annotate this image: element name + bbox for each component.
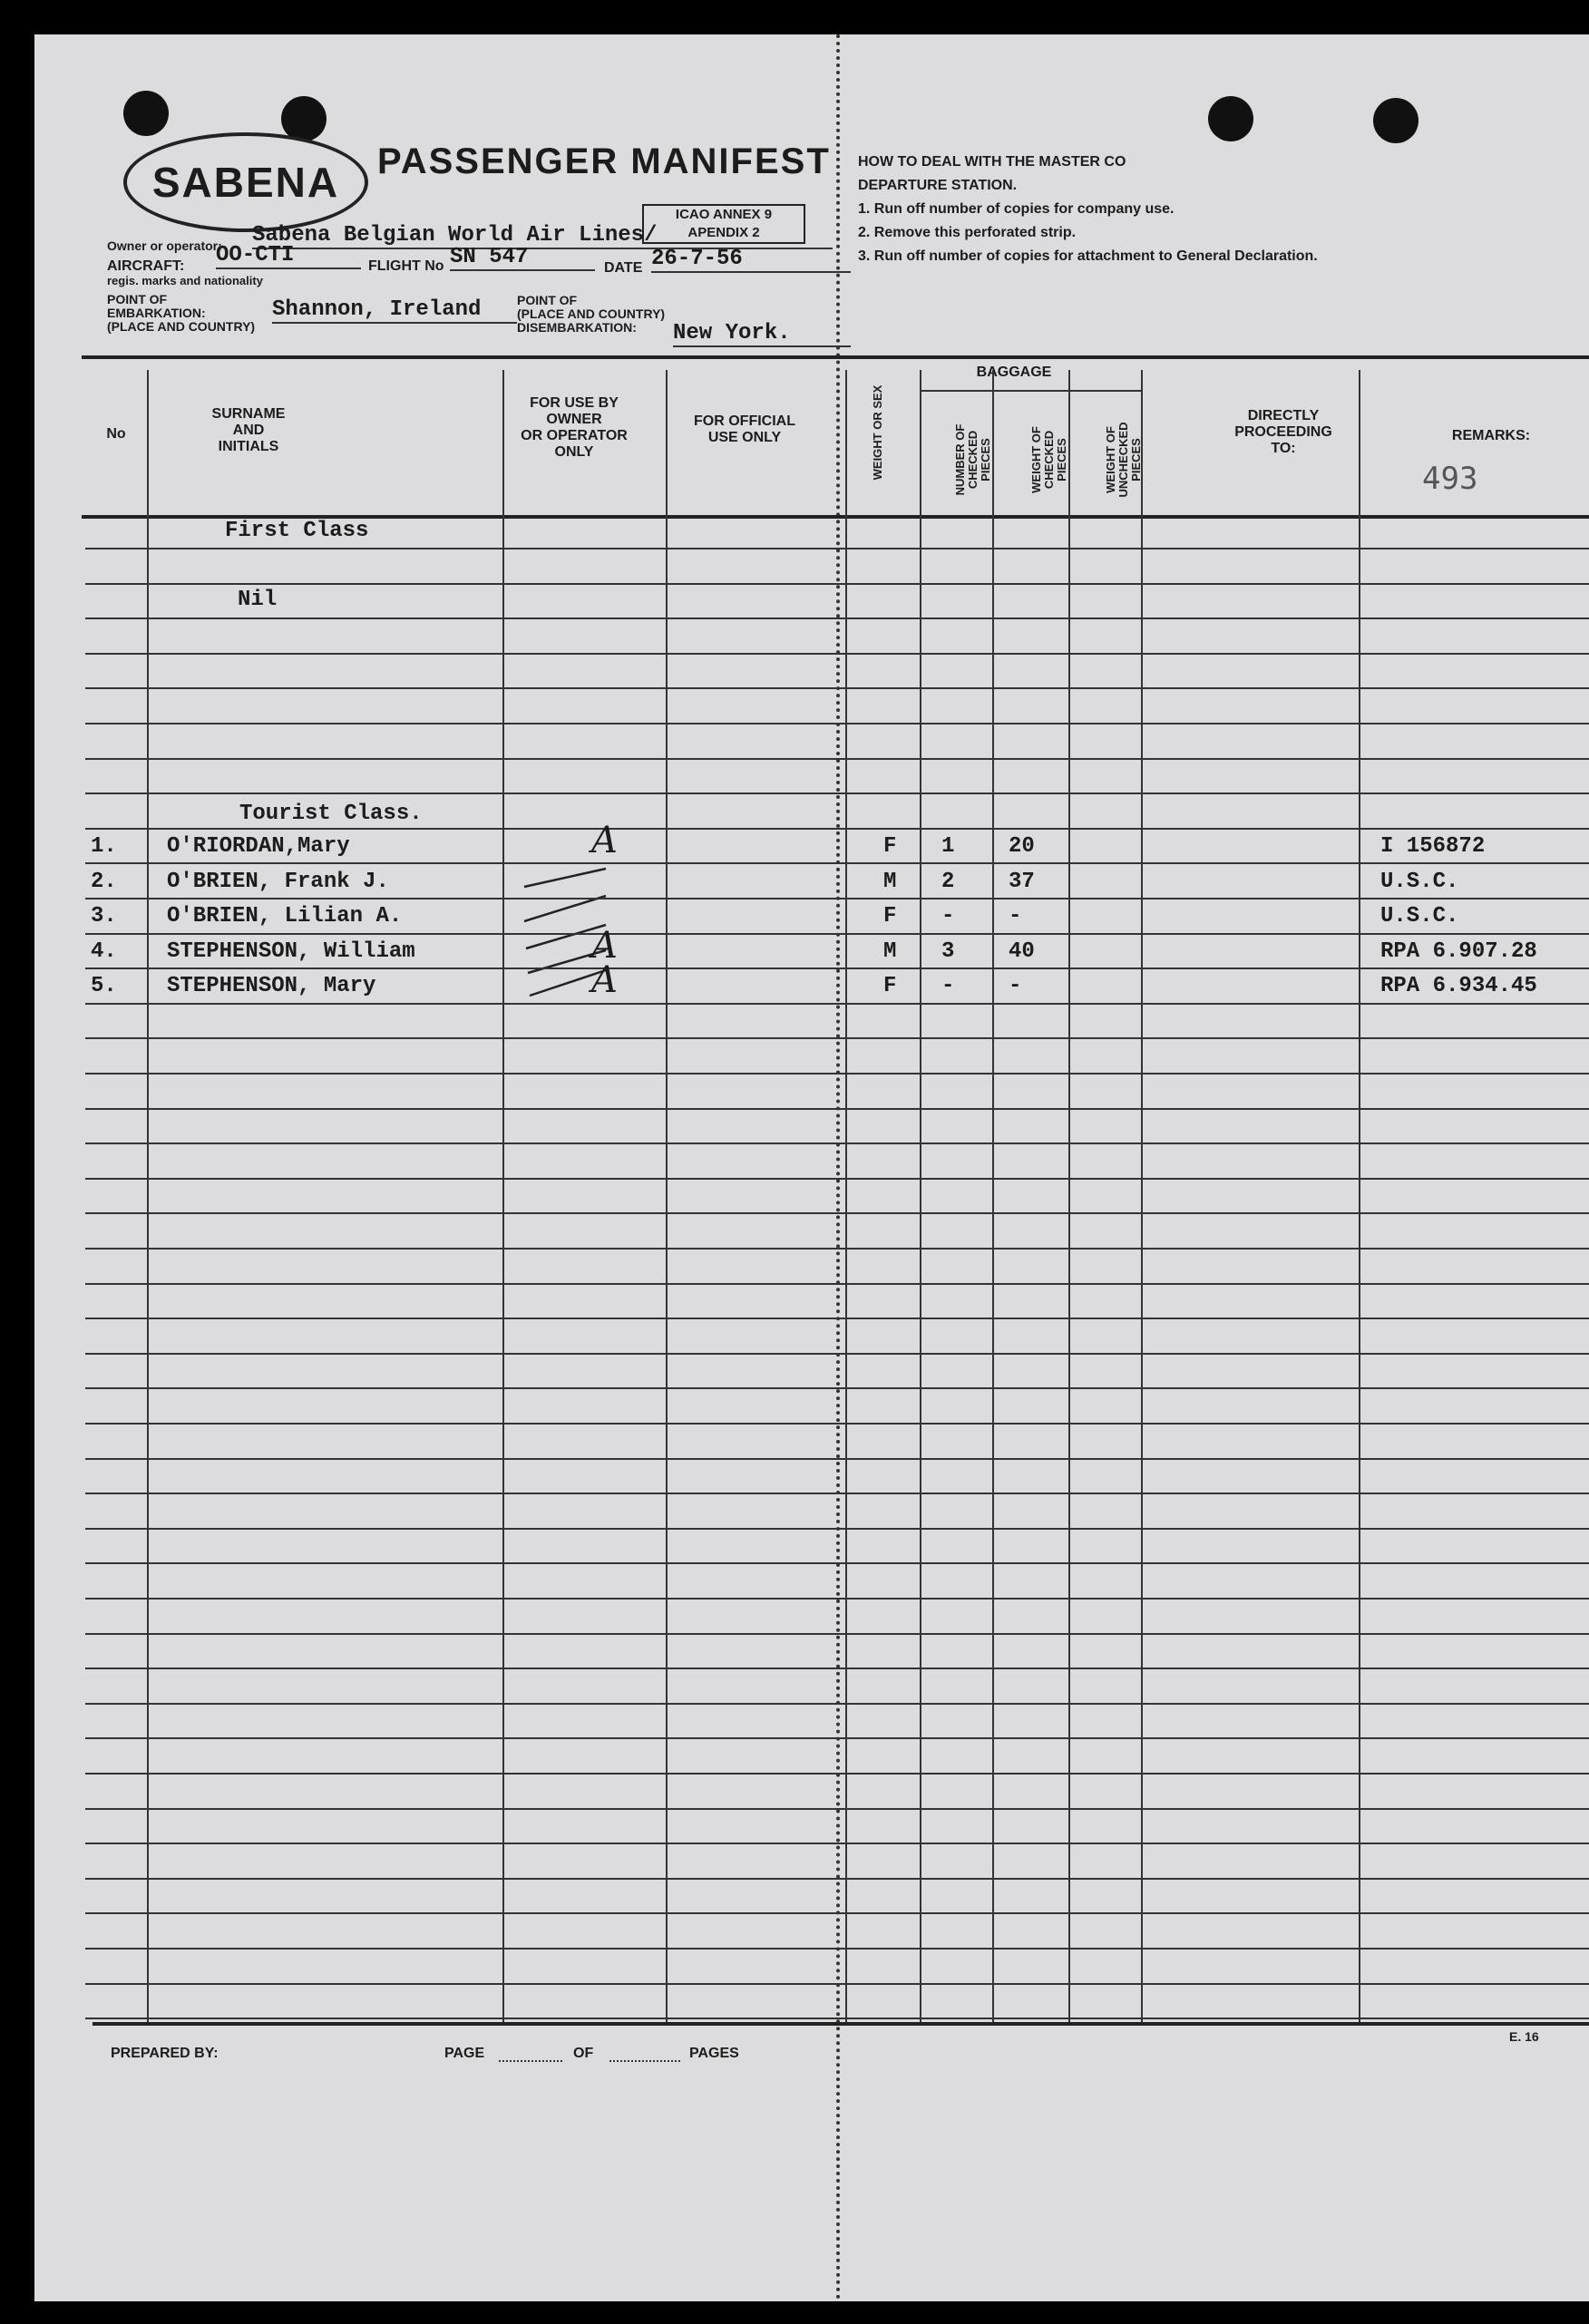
passenger-name: O'BRIEN, Frank J. <box>167 869 389 894</box>
table-top-rule <box>82 355 1589 359</box>
row-rule <box>85 1458 1589 1460</box>
embark-label: POINT OF EMBARKATION: (PLACE AND COUNTRY) <box>107 292 256 334</box>
row-rule <box>85 1248 1589 1250</box>
first-class-entry: Nil <box>238 588 278 612</box>
col-weight-checked: WEIGHT OF CHECKED PIECES <box>1029 426 1068 493</box>
col-owner-use: FOR USE BY OWNER OR OPERATOR ONLY <box>521 395 628 460</box>
row-rule <box>85 687 1589 689</box>
pages-label: PAGES <box>689 2046 739 2061</box>
remarks-value: RPA 6.934.45 <box>1380 974 1537 999</box>
remarks-value: RPA 6.907.28 <box>1380 938 1537 964</box>
row-number: 5. <box>91 974 117 999</box>
form-code: E. 16 <box>1509 2029 1539 2044</box>
row-rule <box>85 583 1589 585</box>
checked-weight: 40 <box>1009 938 1035 964</box>
row-rule <box>85 1878 1589 1880</box>
embark-value: Shannon, Ireland <box>272 297 517 324</box>
checked-pieces: - <box>941 904 955 929</box>
row-rule <box>85 1423 1589 1425</box>
row-rule <box>85 1668 1589 1669</box>
row-rule <box>85 653 1589 655</box>
row-rule <box>85 1073 1589 1074</box>
col-no: No <box>106 426 126 442</box>
remarks-stamp-number: 493 <box>1422 461 1478 497</box>
row-rule <box>85 1948 1589 1950</box>
row-rule <box>85 1773 1589 1775</box>
row-rule <box>85 1178 1589 1180</box>
row-rule <box>85 862 1589 864</box>
disembark-label: POINT OF (PLACE AND COUNTRY) DISEMBARKATION: <box>517 293 666 335</box>
owner-mark: A <box>591 959 618 1002</box>
of-label: OF <box>573 2046 594 2061</box>
row-rule <box>85 933 1589 935</box>
owner-mark: A <box>591 820 618 861</box>
passenger-sex: M <box>883 938 897 964</box>
row-rule <box>85 1983 1589 1985</box>
tourist-class-heading: Tourist Class. <box>239 802 423 826</box>
manifest-sheet <box>34 34 1589 2301</box>
row-rule <box>85 1003 1589 1005</box>
row-rule <box>85 1037 1589 1039</box>
instructions-block: HOW TO DEAL WITH THE MASTER CO DEPARTURE STATION. 1. Run off number of copies for company use. 2. Remove this perforated strip. 3. Run off number of copies for attachment to General Declaration. <box>858 154 1318 264</box>
row-rule <box>85 1143 1589 1144</box>
row-rule <box>85 1353 1589 1355</box>
row-rule <box>85 1737 1589 1739</box>
disembark-value: New York. <box>673 321 851 347</box>
checked-pieces: - <box>941 974 955 999</box>
row-rule <box>85 1283 1589 1285</box>
aircraft-value: OO-CTI <box>216 243 361 269</box>
checked-weight: 37 <box>1009 869 1035 894</box>
checked-pieces: 3 <box>941 938 955 964</box>
col-remarks: REMARKS: <box>1451 428 1531 443</box>
page-label: PAGE <box>444 2046 485 2061</box>
passenger-sex: F <box>883 904 897 929</box>
sabena-logo: SABENA <box>123 132 368 232</box>
row-number: 1. <box>91 834 117 859</box>
col-weight-unchecked: WEIGHT OF UNCHECKED PIECES <box>1104 422 1143 498</box>
row-rule <box>85 968 1589 969</box>
date-value: 26-7-56 <box>651 247 851 273</box>
row-rule <box>85 1212 1589 1214</box>
row-rule <box>85 1808 1589 1810</box>
passenger-name: O'RIORDAN,Mary <box>167 834 350 859</box>
row-rule <box>85 548 1589 549</box>
passenger-name: O'BRIEN, Lilian A. <box>167 904 403 929</box>
row-number: 3. <box>91 904 117 929</box>
row-number: 2. <box>91 869 117 894</box>
row-rule <box>85 1528 1589 1530</box>
aircraft-sublabel: regis. marks and nationality <box>107 274 263 287</box>
handwritten-slashes <box>506 851 669 1050</box>
row-rule <box>85 1912 1589 1914</box>
row-rule <box>85 1703 1589 1705</box>
row-rule <box>85 1598 1589 1600</box>
row-rule <box>85 1562 1589 1564</box>
punch-hole <box>1373 98 1418 143</box>
page-total-field <box>609 2060 680 2062</box>
page-number-field <box>499 2060 562 2062</box>
first-class-heading: First Class <box>225 519 369 543</box>
row-rule <box>85 1387 1589 1389</box>
remarks-value: U.S.C. <box>1380 869 1459 894</box>
remarks-value: U.S.C. <box>1380 904 1459 929</box>
col-surname: SURNAME AND INITIALS <box>211 406 286 454</box>
passenger-name: STEPHENSON, Mary <box>167 974 376 999</box>
passenger-name: STEPHENSON, William <box>167 938 415 964</box>
col-weight-sex: WEIGHT OR SEX <box>871 384 884 481</box>
date-label: DATE <box>604 260 643 276</box>
baggage-rule <box>920 390 1141 392</box>
punch-hole <box>1208 96 1253 141</box>
row-rule <box>85 898 1589 899</box>
icao-annex-box: ICAO ANNEX 9 APENDIX 2 <box>642 204 805 244</box>
checked-weight: - <box>1009 974 1022 999</box>
col-baggage: BAGGAGE <box>976 365 1052 380</box>
flight-value: SN 547 <box>450 245 595 271</box>
prepared-by-label: PREPARED BY: <box>111 2046 219 2061</box>
row-number: 4. <box>91 938 117 964</box>
row-rule <box>85 1493 1589 1494</box>
col-checked-pieces: NUMBER OF CHECKED PIECES <box>953 423 992 496</box>
passenger-sex: F <box>883 974 897 999</box>
row-rule <box>85 617 1589 619</box>
remarks-value: I 156872 <box>1380 834 1486 859</box>
perforation-line <box>836 34 840 2301</box>
owner-value: Sabena Belgian World Air Lines/ <box>252 223 833 249</box>
table-bottom-rule <box>93 2022 1589 2026</box>
row-rule <box>85 828 1589 830</box>
aircraft-label: AIRCRAFT: <box>107 258 185 274</box>
passenger-sex: F <box>883 834 897 859</box>
page-title: PASSENGER MANIFEST <box>377 141 831 181</box>
checked-weight: - <box>1009 904 1022 929</box>
col-directly: DIRECTLY PROCEEDING TO: <box>1234 408 1332 456</box>
row-rule <box>85 1318 1589 1319</box>
row-rule <box>85 1843 1589 1844</box>
col-official-use: FOR OFFICIAL USE ONLY <box>694 413 795 445</box>
passenger-sex: M <box>883 869 897 894</box>
owner-mark: A <box>591 924 618 967</box>
punch-hole <box>123 91 169 136</box>
row-rule <box>85 758 1589 760</box>
row-rule <box>85 2018 1589 2019</box>
flight-label: FLIGHT No <box>368 258 444 274</box>
row-rule <box>85 1108 1589 1110</box>
row-rule <box>85 1633 1589 1635</box>
checked-pieces: 1 <box>941 834 955 859</box>
checked-weight: 20 <box>1009 834 1035 859</box>
checked-pieces: 2 <box>941 869 955 894</box>
row-rule <box>85 723 1589 724</box>
owner-label: Owner or operator: <box>107 238 222 253</box>
row-rule <box>85 792 1589 794</box>
